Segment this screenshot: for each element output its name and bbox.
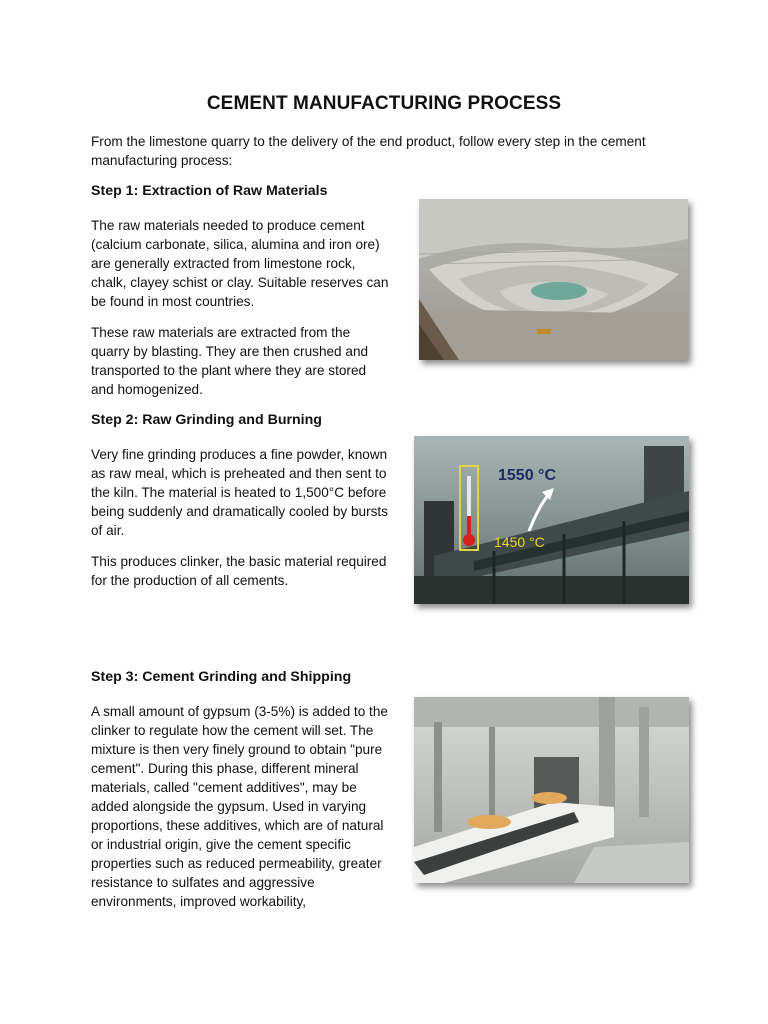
step-2-paragraph-2: This produces clinker, the basic material required for the production of all cements.: [91, 554, 387, 588]
kiln-photo: [414, 436, 689, 604]
intro-paragraph: From the limestone quarry to the delivery of the end product, follow every step in the cement manufacturing process:: [91, 134, 646, 168]
step-3-paragraph-1: A small amount of gypsum (3-5%) is added to the clinker to regulate how the cement will set. The mixture is then very finely ground to obtain "pure cement". During this phase, different mineral materials, called "cement additives", may be added alongside the gypsum. Used in varying proportions, these additives, which are of natural or industrial origin, give the cement specific properties such as reduced permeability, greater resistance to sulfates and aggressive environments, improved workability,: [91, 704, 388, 909]
kiln-temp-bottom-label: 1450 °C: [494, 534, 545, 550]
step-1-paragraph-1: The raw materials needed to produce cement (calcium carbonate, silica, alumina and iron ore) are generally extracted from limestone rock, chalk, clayey schist or clay. Suitable reserves can be found in most countries.: [91, 218, 389, 309]
bagging-plant-photo: [414, 697, 689, 883]
quarry-photo: [419, 199, 688, 360]
step-3-heading: Step 3: Cement Grinding and Shipping: [91, 669, 352, 685]
page-title: CEMENT MANUFACTURING PROCESS: [206, 93, 562, 114]
step-1-heading: Step 1: Extraction of Raw Materials: [91, 183, 328, 199]
step-1-paragraph-2: These raw materials are extracted from the quarry by blasting. They are then crushed and transported to the plant where they are stored and homogenized.: [91, 325, 369, 397]
kiln-temp-top-label: 1550 °C: [498, 467, 556, 484]
step-2-paragraph-1: Very fine grinding produces a fine powder, known as raw meal, which is preheated and then sent to the kiln. The material is heated to 1,500°C before being suddenly and dramatically cooled by bursts of air.: [91, 447, 388, 538]
step-2-heading: Step 2: Raw Grinding and Burning: [91, 412, 322, 428]
